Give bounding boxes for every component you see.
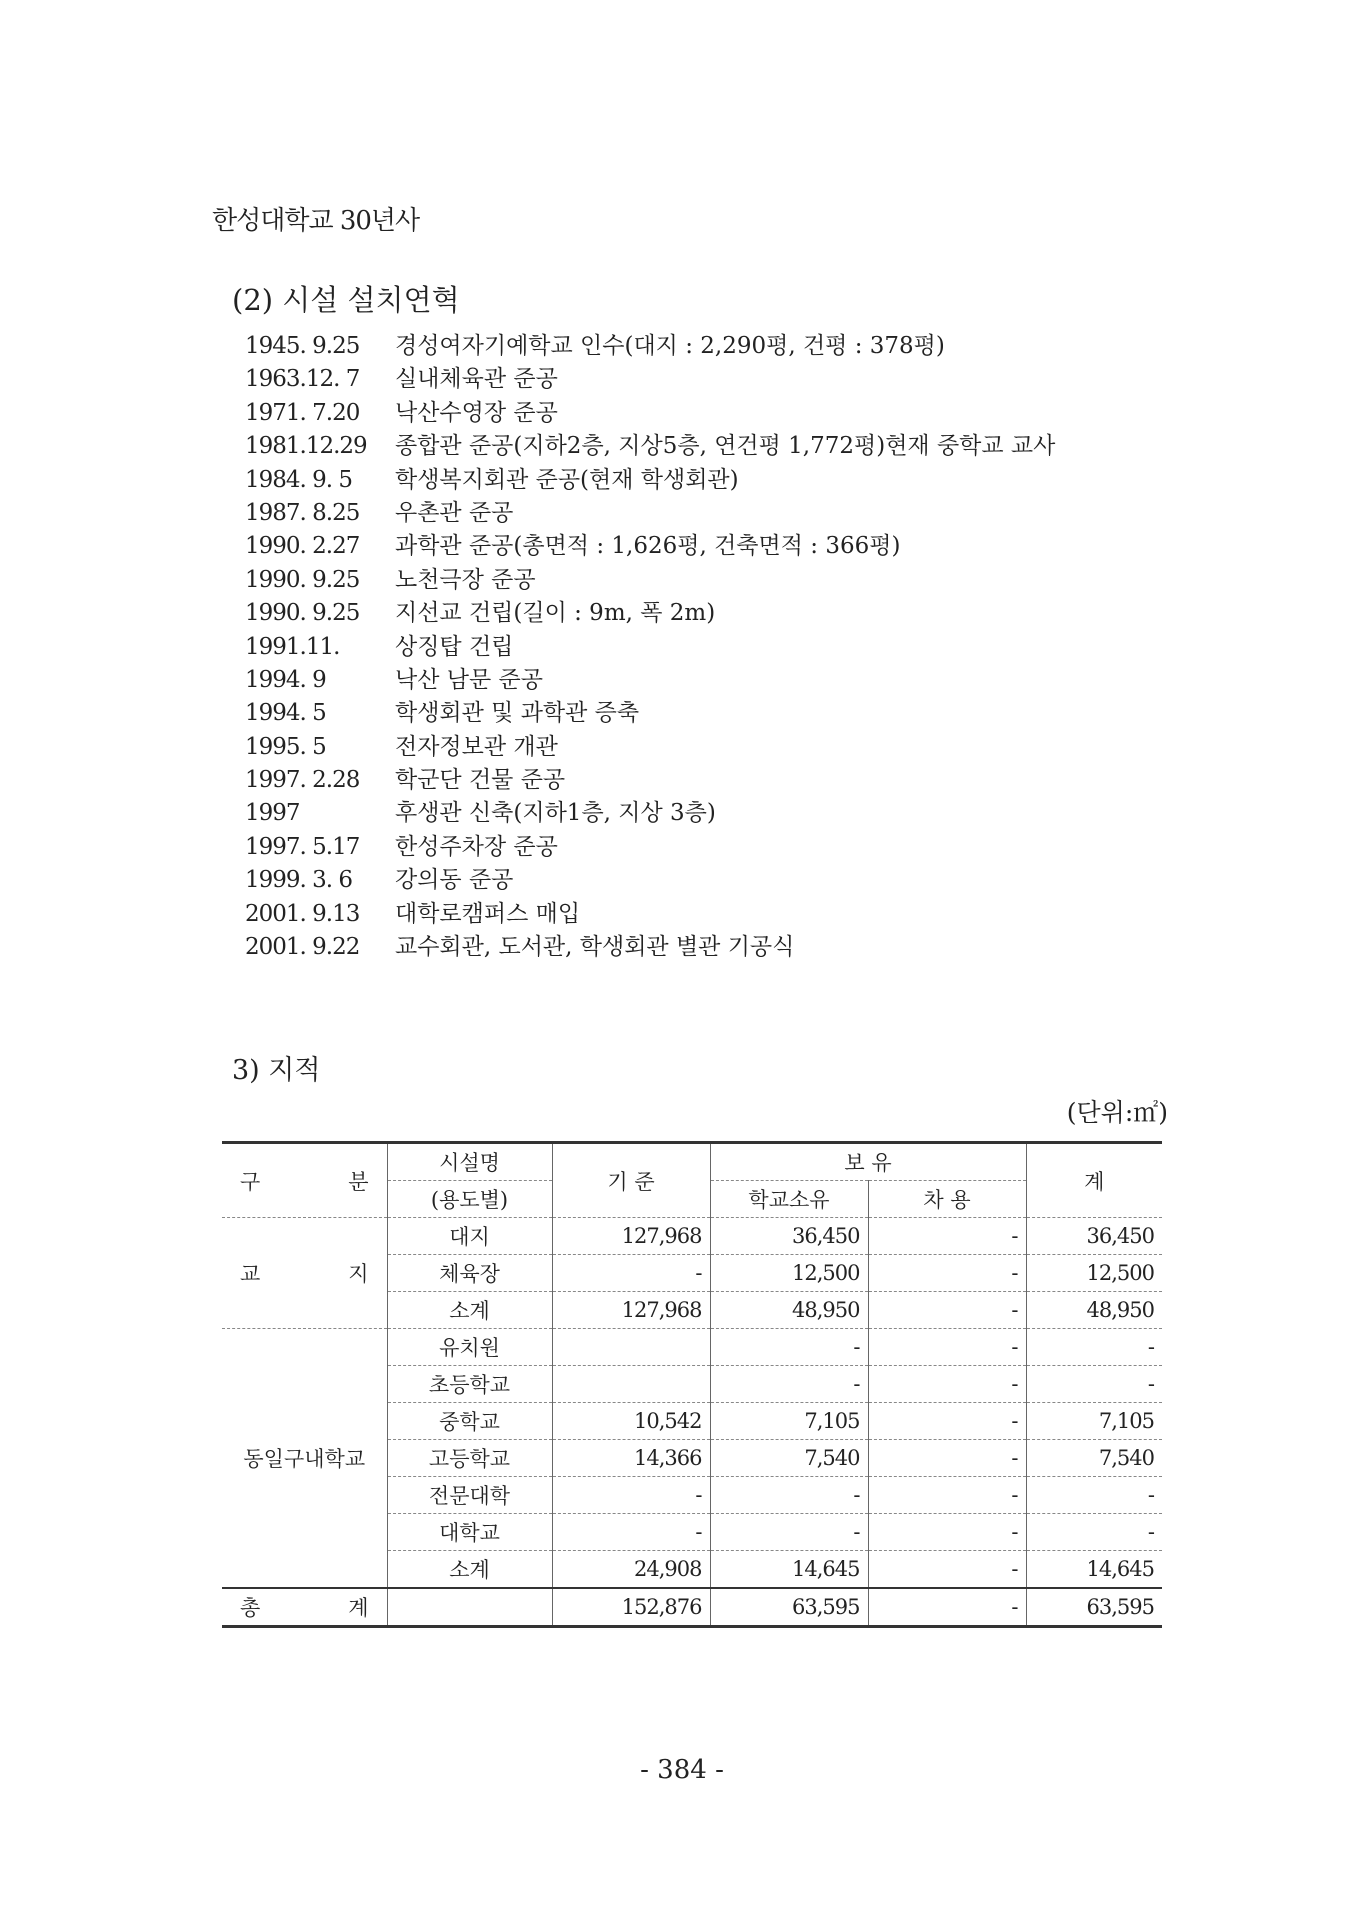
- history-event: 과학관 준공(총면적 : 1,626평, 건축면적 : 366평): [395, 533, 901, 560]
- standard-cell: [552, 1329, 710, 1366]
- history-event: 우촌관 준공: [395, 499, 514, 526]
- history-item: [245, 397, 1055, 430]
- group-label: 교 지: [222, 1218, 387, 1329]
- history-date: 1999. 3. 6: [245, 867, 353, 894]
- history-date: 1945. 9.25: [245, 333, 360, 359]
- facility-name: 중학교: [387, 1403, 552, 1440]
- total-cell: -: [1026, 1514, 1162, 1551]
- standard-cell: 14,366: [552, 1440, 710, 1477]
- history-item: [245, 530, 1055, 563]
- history-event: 후생관 신축(지하1층, 지상 3층): [395, 800, 716, 827]
- header-total: 계: [1026, 1143, 1162, 1218]
- rented-cell: -: [868, 1292, 1026, 1329]
- total-cell: 12,500: [1026, 1255, 1162, 1292]
- page-number: - 384 -: [640, 1755, 724, 1785]
- history-date: 1990. 9.25: [245, 566, 360, 593]
- rented-cell: -: [868, 1329, 1026, 1366]
- running-title: 한성대학교 30년사: [212, 206, 420, 236]
- school-owned-cell: -: [710, 1366, 868, 1403]
- history-item: [245, 597, 1055, 630]
- facility-name: 고등학교: [387, 1440, 552, 1477]
- history-event: 상징탑 건립: [395, 633, 514, 660]
- header-school-owned: 학교소유: [710, 1181, 868, 1218]
- total-cell: 63,595: [1026, 1588, 1162, 1627]
- history-event: 교수회관, 도서관, 학생회관 별관 기공식: [395, 934, 795, 961]
- rented-cell: -: [868, 1403, 1026, 1440]
- facility-name: 전문대학: [387, 1477, 552, 1514]
- standard-cell: 127,968: [552, 1218, 710, 1255]
- total-cell: 48,950: [1026, 1292, 1162, 1329]
- standard-cell: 24,908: [552, 1551, 710, 1589]
- school-owned-cell: -: [710, 1514, 868, 1551]
- school-owned-cell: 12,500: [710, 1255, 868, 1292]
- history-event: 낙산수영장 준공: [395, 399, 558, 426]
- rented-cell: -: [868, 1514, 1026, 1551]
- school-owned-cell: 36,450: [710, 1218, 868, 1255]
- history-date: 1990. 2.27: [245, 533, 360, 560]
- school-owned-cell: -: [710, 1477, 868, 1514]
- standard-cell: 152,876: [552, 1588, 710, 1627]
- history-item: [245, 430, 1055, 463]
- history-event: 대학로캠퍼스 매입: [395, 900, 581, 927]
- facility-name-empty: [387, 1588, 552, 1627]
- history-item: [245, 797, 1055, 830]
- history-date: 1990. 9.25: [245, 600, 360, 627]
- standard-cell: [552, 1366, 710, 1403]
- history-item: [245, 864, 1055, 897]
- history-date: 1963.12. 7: [245, 366, 360, 393]
- history-item: [245, 330, 1055, 363]
- school-owned-cell: 7,540: [710, 1440, 868, 1477]
- history-item: [245, 898, 1055, 931]
- history-item: [245, 931, 1055, 964]
- header-owned: 보 유: [710, 1143, 1026, 1181]
- land-section-title: 3) 지적: [232, 1055, 321, 1086]
- history-date: 1981.12.29: [245, 433, 367, 460]
- standard-cell: -: [552, 1514, 710, 1551]
- table-row: [222, 1218, 1162, 1255]
- school-owned-cell: 7,105: [710, 1403, 868, 1440]
- history-event: 학생복지회관 준공(현재 학생회관): [395, 466, 739, 493]
- history-event: 지선교 건립(길이 : 9m, 폭 2m): [395, 600, 716, 627]
- standard-cell: -: [552, 1255, 710, 1292]
- history-event: 실내체육관 준공: [395, 366, 558, 393]
- school-owned-cell: 63,595: [710, 1588, 868, 1627]
- standard-cell: 10,542: [552, 1403, 710, 1440]
- total-cell: -: [1026, 1477, 1162, 1514]
- rented-cell: -: [868, 1255, 1026, 1292]
- history-event: 학생회관 및 과학관 증축: [395, 700, 640, 727]
- rented-cell: -: [868, 1551, 1026, 1589]
- header-rented: 차 용: [868, 1181, 1026, 1218]
- section-title: (2) 시설 설치연혁: [232, 283, 460, 317]
- history-item: [245, 831, 1055, 864]
- history-event: 강의동 준공: [395, 867, 514, 894]
- facility-name: 소계: [387, 1551, 552, 1589]
- standard-cell: 127,968: [552, 1292, 710, 1329]
- history-date: 1971. 7.20: [245, 399, 360, 426]
- rented-cell: -: [868, 1440, 1026, 1477]
- history-event: 종합관 준공(지하2층, 지상5층, 연건평 1,772평)현재 중학교 교사: [395, 433, 1056, 460]
- facility-name: 대지: [387, 1218, 552, 1255]
- facility-history-list: [245, 330, 1055, 964]
- history-event: 낙산 남문 준공: [395, 666, 543, 693]
- history-date: 2001. 9.22: [245, 934, 360, 961]
- history-date: 1994. 5: [245, 700, 326, 727]
- history-event: 전자정보관 개관: [395, 733, 558, 760]
- facility-name: 체육장: [387, 1255, 552, 1292]
- school-owned-cell: 48,950: [710, 1292, 868, 1329]
- total-cell: -: [1026, 1366, 1162, 1403]
- header-facility-top: 시설명: [387, 1143, 552, 1181]
- standard-cell: -: [552, 1477, 710, 1514]
- table-row: [222, 1329, 1162, 1366]
- unit-label: (단위:㎡): [1066, 1098, 1168, 1127]
- history-date: 1987. 8.25: [245, 499, 360, 526]
- history-date: 1997. 5.17: [245, 833, 360, 860]
- land-table: [222, 1141, 1162, 1628]
- facility-name: 유치원: [387, 1329, 552, 1366]
- history-item: [245, 631, 1055, 664]
- history-date: 1994. 9: [245, 666, 326, 693]
- history-item: [245, 464, 1055, 497]
- total-cell: 36,450: [1026, 1218, 1162, 1255]
- rented-cell: -: [868, 1588, 1026, 1627]
- rented-cell: -: [868, 1477, 1026, 1514]
- total-cell: 7,540: [1026, 1440, 1162, 1477]
- total-cell: 14,645: [1026, 1551, 1162, 1589]
- header-category: 구 분: [222, 1143, 387, 1218]
- history-date: 1995. 5: [245, 733, 326, 760]
- history-item: [245, 363, 1055, 396]
- history-item: [245, 664, 1055, 697]
- history-date: 1997: [245, 800, 300, 827]
- history-date: 1991.11.: [245, 633, 340, 660]
- school-owned-cell: 14,645: [710, 1551, 868, 1589]
- header-standard: 기 준: [552, 1143, 710, 1218]
- rented-cell: -: [868, 1218, 1026, 1255]
- history-event: 경성여자기예학교 인수(대지 : 2,290평, 건평 : 378평): [395, 333, 945, 359]
- history-event: 노천극장 준공: [395, 566, 536, 593]
- history-item: [245, 731, 1055, 764]
- history-event: 한성주차장 준공: [395, 833, 558, 860]
- history-event: 학군단 건물 준공: [395, 767, 566, 794]
- facility-name: 소계: [387, 1292, 552, 1329]
- facility-name: 초등학교: [387, 1366, 552, 1403]
- group-label: 동일구내학교: [222, 1329, 387, 1589]
- total-cell: 7,105: [1026, 1403, 1162, 1440]
- rented-cell: -: [868, 1366, 1026, 1403]
- header-facility-bottom: (용도별): [387, 1181, 552, 1218]
- grand-total-label: 총 계: [222, 1588, 387, 1627]
- history-date: 1984. 9. 5: [245, 466, 353, 493]
- history-date: 2001. 9.13: [245, 900, 360, 927]
- history-item: [245, 564, 1055, 597]
- history-item: [245, 764, 1055, 797]
- total-cell: -: [1026, 1329, 1162, 1366]
- grand-total-row: [222, 1588, 1162, 1627]
- school-owned-cell: -: [710, 1329, 868, 1366]
- history-item: [245, 697, 1055, 730]
- facility-name: 대학교: [387, 1514, 552, 1551]
- history-item: [245, 497, 1055, 530]
- history-date: 1997. 2.28: [245, 767, 360, 794]
- table-header-row: [222, 1143, 1162, 1181]
